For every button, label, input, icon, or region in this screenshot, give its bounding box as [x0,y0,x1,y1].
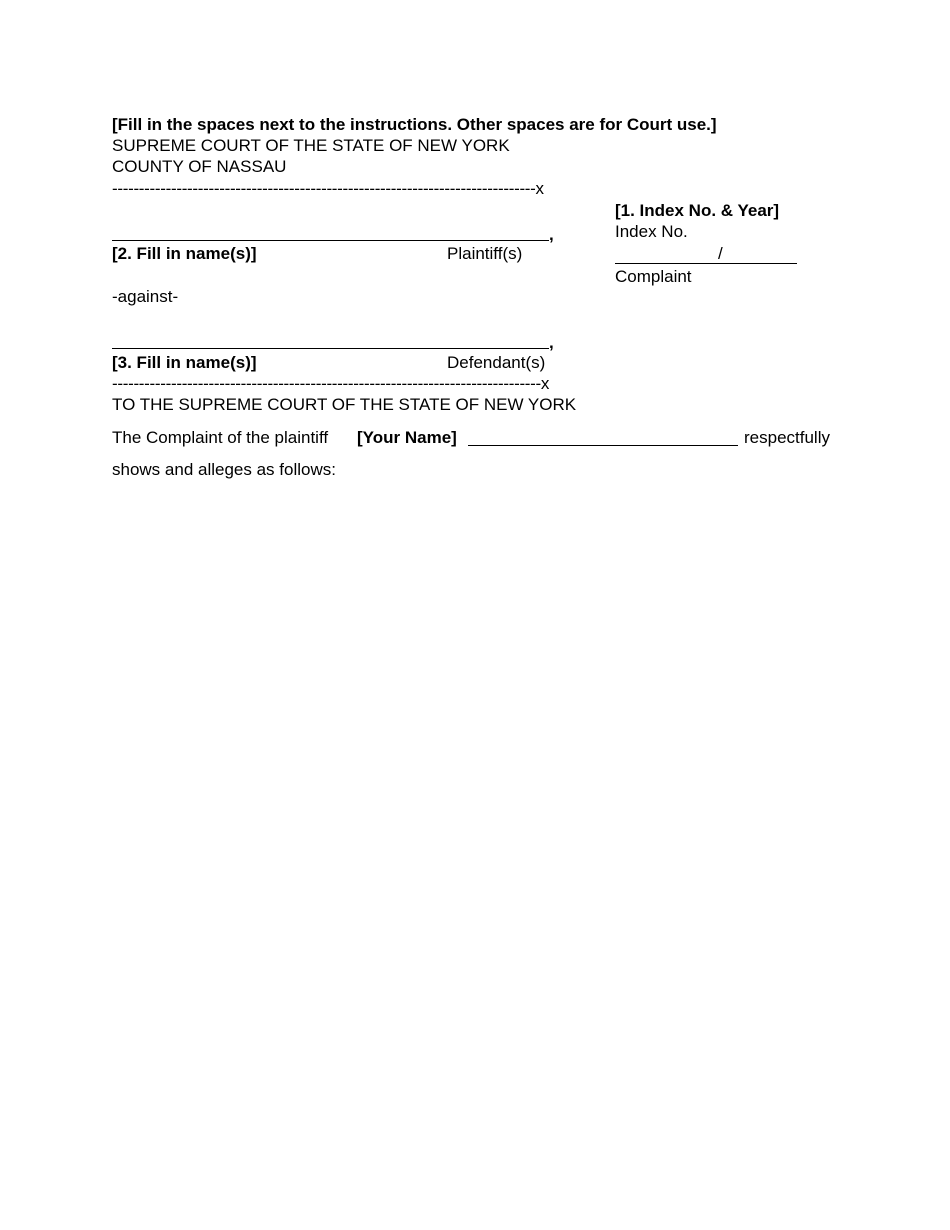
document-type: Complaint [615,267,692,286]
plaintiff-comma: , [549,225,554,244]
plaintiff-name-field[interactable] [112,240,549,241]
index-instruction: [1. Index No. & Year] [615,201,780,220]
your-name-instruction: [Your Name] [357,428,457,447]
instructions-header: [Fill in the spaces next to the instructions. Other spaces are for Court use.] [112,115,717,134]
caption-separator-top: -------------------------------------------------------------------------------x [112,180,544,197]
plaintiff-instruction: [2. Fill in name(s)] [112,244,257,263]
defendant-comma: , [549,333,554,352]
court-name: SUPREME COURT OF THE STATE OF NEW YORK [112,136,510,155]
defendant-instruction: [3. Fill in name(s)] [112,353,257,372]
against-label: -against- [112,287,179,306]
respectfully-text: respectfully [744,428,830,447]
shows-alleges-text: shows and alleges as follows: [112,460,336,479]
your-name-field[interactable] [468,445,738,446]
plaintiff-role: Plaintiff(s) [447,244,523,263]
caption-separator-bottom: --------------------------------------------------------------------------------x [112,375,550,392]
index-year-slash: / [718,244,723,263]
index-label: Index No. [615,222,688,241]
county-name: COUNTY OF NASSAU [112,157,287,176]
index-number-field[interactable] [615,263,797,264]
defendant-name-field[interactable] [112,348,549,349]
defendant-role: Defendant(s) [447,353,546,372]
addressed-to-court: TO THE SUPREME COURT OF THE STATE OF NEW YORK [112,395,577,414]
complaint-intro: The Complaint of the plaintiff [112,428,329,447]
